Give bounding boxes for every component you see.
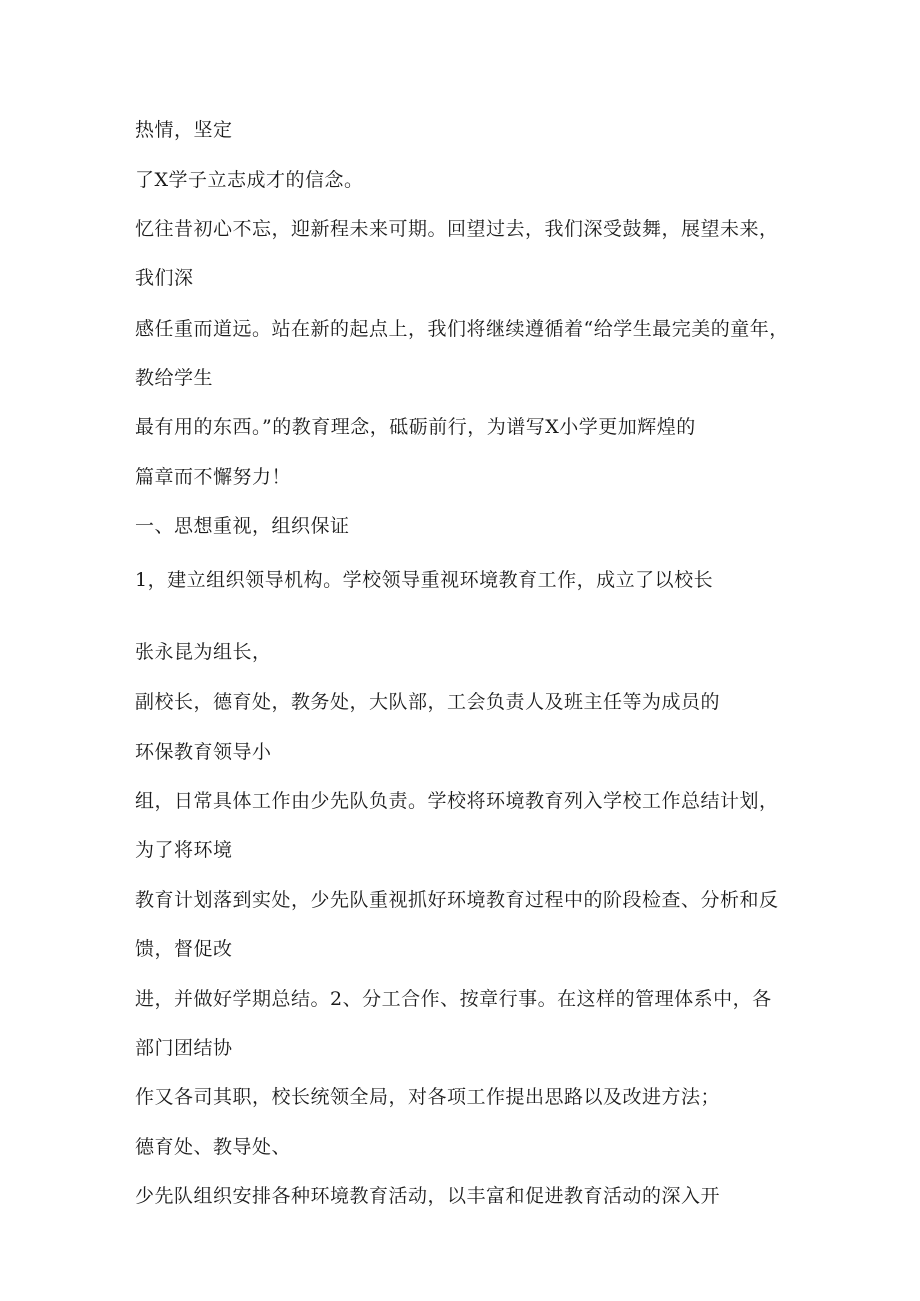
text-line: 教给学生	[135, 367, 214, 389]
text-line: 少先队组织安排各种环境教育活动，以丰富和促进教育活动的深入开	[135, 1185, 721, 1207]
text-line: 馈，督促改	[135, 938, 233, 960]
text-line: 张永昆为组长，	[135, 641, 272, 663]
text-line: 忆往昔初心不忘，迎新程未来可期。回望过去，我们深受鼓舞，展望未来，	[135, 218, 779, 240]
text-line: 热情，坚定	[135, 119, 233, 141]
text-line: 教育计划落到实处，少先队重视抓好环境教育过程中的阶段检查、分析和反	[135, 889, 779, 911]
text-line: 1，建立组织领导机构。学校领导重视环境教育工作，成立了以校长	[135, 569, 714, 591]
text-line: 篇章而不懈努力！	[135, 466, 292, 488]
text-line: 组，日常具体工作由少先队负责。学校将环境教育列入学校工作总结计划，	[135, 790, 779, 812]
text-line: 部门团结协	[135, 1037, 233, 1059]
text-line: 副校长，德育处，教务处，大队部，工会负责人及班主任等为成员的	[135, 691, 721, 713]
text-line: 作又各司其职，校长统领全局，对各项工作提出思路以及改进方法；	[135, 1086, 721, 1108]
text-line: 环保教育领导小	[135, 741, 272, 763]
text-line: 最有用的东西。”的教育理念，砥砺前行，为谱写X小学更加辉煌的	[135, 416, 696, 438]
text-line: 进，并做好学期总结。2、分工合作、按章行事。在这样的管理体系中，各	[135, 988, 772, 1010]
text-line: 为了将环境	[135, 839, 233, 861]
section-heading: 一、思想重视，组织保证	[135, 515, 350, 537]
text-line: 感任重而道远。站在新的起点上，我们将继续遵循着“给学生最完美的童年，	[135, 318, 789, 340]
text-line: 了X学子立志成才的信念。	[135, 169, 364, 191]
text-line: 德育处、教导处、	[135, 1136, 292, 1158]
text-line: 我们深	[135, 267, 194, 289]
